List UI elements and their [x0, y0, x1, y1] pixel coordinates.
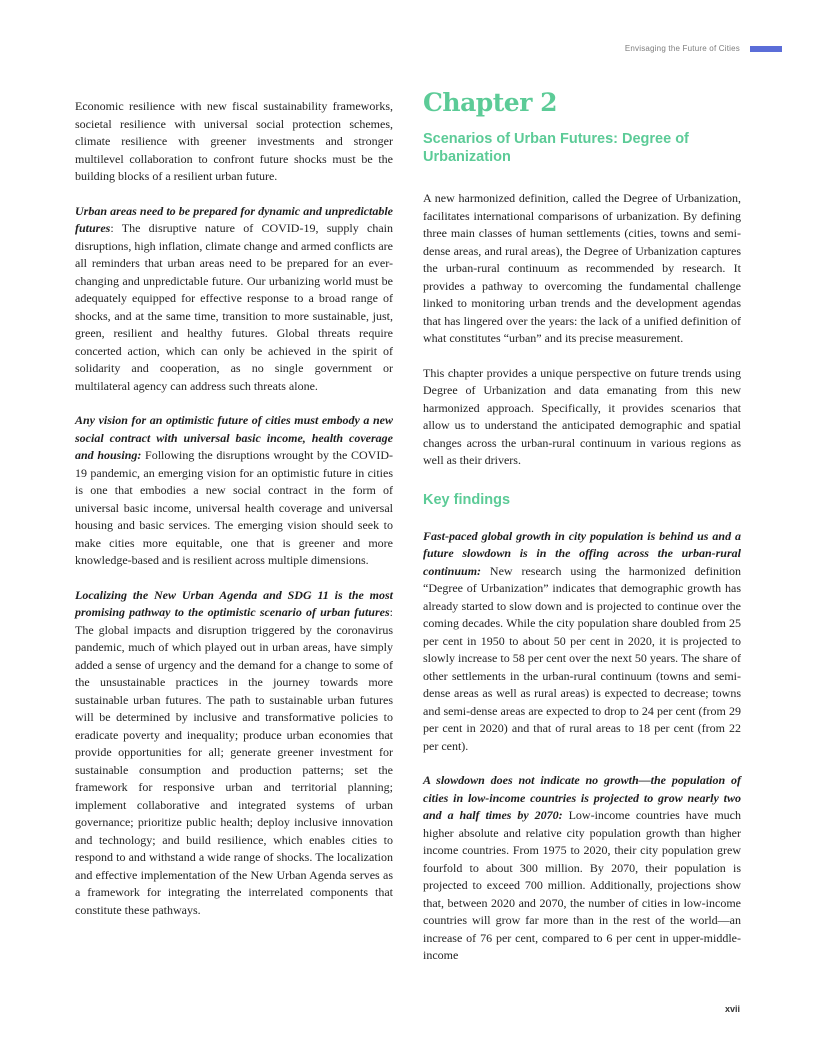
- right-paragraph-4-text: Low-income countries have much higher absolute and relative city population growth than higher income countries. From 1975 to 2020, their city population grew fourfold to about 300 million. By 2070, their population is projected to exceed 700 million. Additionally, projections show that, between 2020 and 2070, the number of cities in low-income countries will grow far more than in the rest of the world—an increase of 76 per cent, compared to 6 per cent in upper-middle-income: [423, 808, 741, 962]
- left-paragraph-1: Economic resilience with new fiscal sustainability frameworks, societal resilience with universal social protection schemes, climate resilience with greener investments and stronger multilevel collaboration to confront future shocks must be the building blocks of a resilient urban future.: [75, 99, 393, 183]
- right-column: [423, 86, 741, 965]
- right-paragraph-4: [423, 772, 741, 965]
- running-title: Envisaging the Future of Cities: [624, 44, 740, 53]
- left-paragraph-4-text: : The global impacts and disruption triggered by the coronavirus pandemic, much of which played out in urban areas, have simply added a sense of urgency and the demand for a change to some of the unsustainable practices in the journey towards more sustainable urban futures. The path to sustainable urban futures will be determined by inclusive and transformative policies to eradicate poverty and inequality; produce urban economies that provide opportunities for all; generate greener investment for sustainable consumption and production patterns; set the framework for responsive urban and territorial planning; implement collaborative and integrated systems of urban governance; prioritize public health; deploy inclusive innovation and technology; and build resilience, which enables cities to respond to and withstand a wide range of shocks. The localization and effective implementation of the New Urban Agenda serves as a framework for integrating the interrelated components that constitute these pathways.: [75, 605, 393, 917]
- running-header: [625, 44, 782, 53]
- right-paragraph-2: This chapter provides a unique perspective on future trends using Degree of Urbanization and data emanating from this new harmonized approach. Specifically, it provides scenarios that allow us to understand the anticipated demographic and spatial changes across the urban-rural continuum in various regions as well as their drivers.: [423, 365, 741, 467]
- chapter-subtitle: Scenarios of Urban Futures: Degree of Urbanization: [423, 131, 689, 165]
- key-findings-heading: Key findings: [423, 491, 511, 508]
- header-accent-bar: [750, 46, 782, 52]
- left-paragraph-2-text: : The disruptive nature of COVID-19, supply chain disruptions, high inflation, climate change and armed conflicts are all reminders that urban areas need to be prepared for an ever-changing and unpredictable future. Our urbanizing world must be adequately equipped for effective response to a broad range of shocks, and at the same time, transition to more sustainable, just, green, resilient and healthy futures. Global threats require concerted action, which can only be achieved in the spirit of solidarity and cooperation, as no single government or multilateral agency can address such threats alone.: [75, 221, 393, 393]
- right-paragraph-4-lead: A slowdown does not indicate no growth—the population of cities in low-income countries is projected to grow nearly two and a half times by 2070:: [423, 773, 741, 822]
- left-paragraph-2: [75, 203, 393, 396]
- right-paragraph-3: [423, 528, 741, 756]
- left-paragraph-3-text: Following the disruptions wrought by the COVID-19 pandemic, an emerging vision for an optimistic future in cities is one that embodies a new social contract in the form of universal basic income, universal health coverage and universal housing and basic services. The emerging vision should seek to make cities more equitable, one that is greener and more knowledge-based and is resilient across multiple dimensions.: [75, 448, 393, 567]
- left-paragraph-4: [75, 587, 393, 920]
- left-paragraph-4-lead: Localizing the New Urban Agenda and SDG 11 is the most promising pathway to the optimistic scenario of urban futures: [75, 587, 393, 619]
- left-paragraph-2-lead: Urban areas need to be prepared for dynamic and unpredictable futures: [75, 203, 393, 235]
- left-paragraph-3: [75, 412, 393, 570]
- right-paragraph-3-lead: Fast-paced global growth in city population is behind us and a future slowdown is in the offing across the urban-rural continuum:: [423, 528, 741, 578]
- left-column: [75, 98, 393, 919]
- right-paragraph-3-text: New research using the harmonized definition “Degree of Urbanization” indicates that demographic growth has already started to slow down and is projected to continue over the coming decades. While the city population share doubled from 25 per cent in 1950 to about 50 per cent in 2020, it is projected to slowly increase to 58 per cent over the next 50 years. The share of other settlements in the urban-rural continuum (towns and semi-dense areas as well as rural areas) is expected to decrease; towns and semi-dense areas are expected to drop to 24 per cent (from 29 per cent in 2020) and that of rural areas to 18 per cent (from 22 per cent).: [423, 563, 741, 753]
- right-paragraph-1: A new harmonized definition, called the Degree of Urbanization, facilitates international comparisons of urbanization. By defining three main classes of human settlements (cities, towns and semi-dense areas, and rural areas), the Degree of Urbanization captures the urban-rural continuum as recommended by research. It provides a pathway to overcoming the fundamental challenge linked to monitoring urban trends and the development agendas that has lingered over the years: the lack of a unified definition of what constitutes “urban” and its precise measurement.: [423, 191, 741, 345]
- page-number: xvii: [724, 1004, 740, 1014]
- left-paragraph-3-lead: Any vision for an optimistic future of cities must embody a new social contract with universal basic income, health coverage and housing:: [75, 413, 393, 462]
- chapter-title: Chapter 2: [423, 88, 557, 117]
